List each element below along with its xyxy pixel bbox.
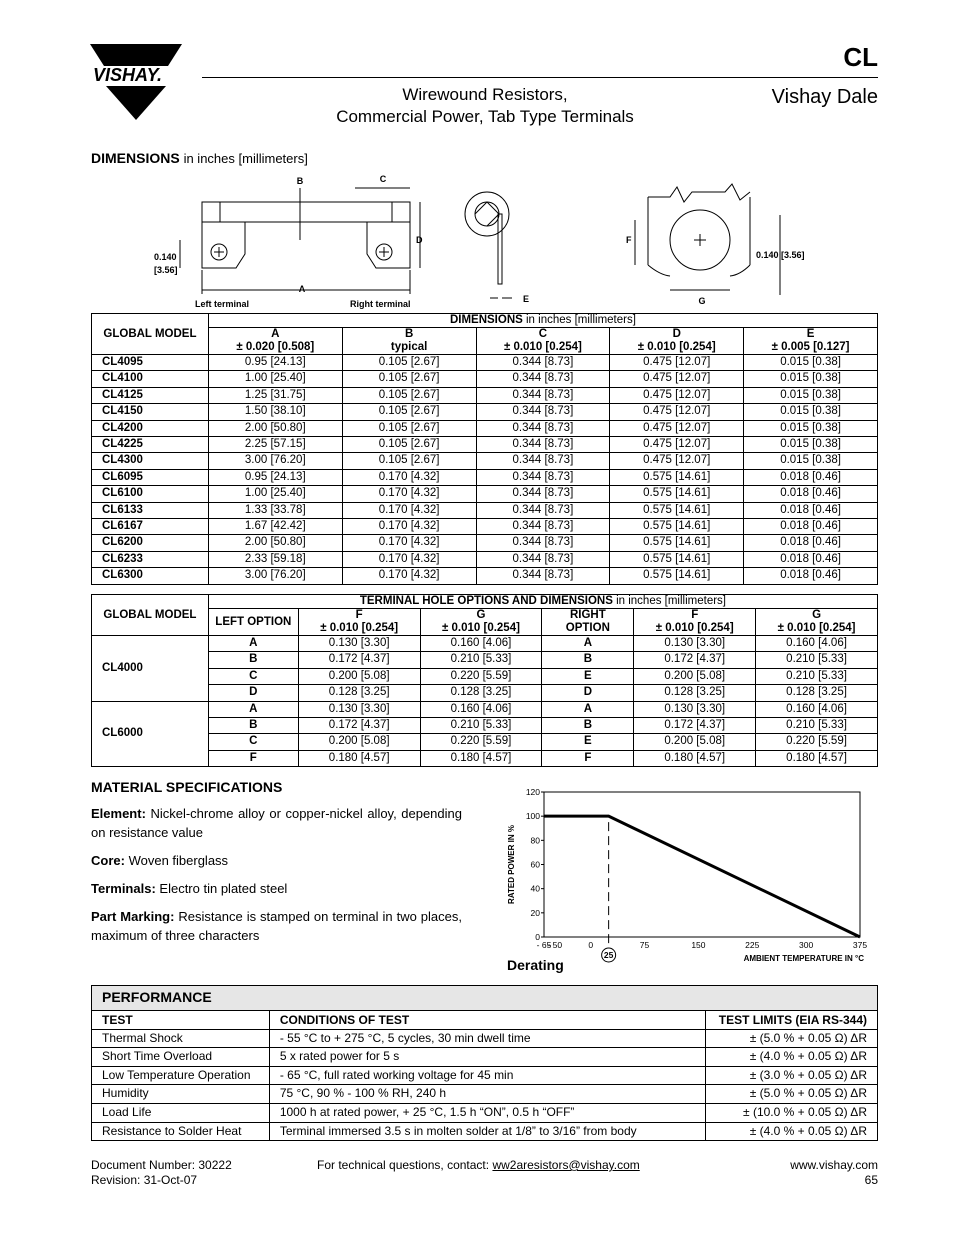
hole-dim-cell: 0.200 [5.08] — [298, 734, 420, 750]
dim-cell: 0.344 [8.73] — [476, 469, 610, 485]
dim-cell: 3.00 [76.20] — [208, 568, 342, 584]
table-row — [92, 355, 878, 371]
model-cell: CL4125 — [92, 387, 209, 403]
table-row — [92, 1122, 878, 1141]
label-b: B — [296, 176, 304, 186]
dim-cell: 0.170 [4.32] — [342, 519, 476, 535]
test-conditions: Terminal immersed 3.5 s in molten solder at 1/8” to 3/16” from body — [269, 1122, 705, 1141]
dim-cell: 0.95 [24.13] — [208, 469, 342, 485]
model-cell: CL6167 — [92, 519, 209, 535]
left-terminal-label: Left terminal — [195, 299, 250, 309]
dim-cell: 1.67 [42.42] — [208, 519, 342, 535]
table-row — [92, 486, 878, 502]
model-cell: CL6100 — [92, 486, 209, 502]
hole-dim-cell: 0.160 [4.06] — [420, 636, 542, 652]
dim-cell: 0.105 [2.67] — [342, 371, 476, 387]
table-row — [92, 387, 878, 403]
hole-dim-cell: 0.180 [4.57] — [756, 750, 878, 766]
option-cell: A — [208, 636, 298, 652]
model-cell: CL6300 — [92, 568, 209, 584]
resistor-body — [202, 202, 410, 222]
terminals-spec: Terminals: Electro tin plated steel — [91, 881, 288, 896]
g-left-header: G ± 0.010 [0.254] — [420, 609, 542, 636]
dim-cell: 0.575 [14.61] — [610, 535, 744, 551]
option-cell: A — [542, 701, 634, 717]
dim-cell: 0.105 [2.67] — [342, 355, 476, 371]
document-number: Document Number: 30222 — [91, 1158, 232, 1172]
model-cell: CL6095 — [92, 469, 209, 485]
option-cell: E — [542, 668, 634, 684]
option-cell: A — [542, 636, 634, 652]
y-tick-label: 60 — [530, 859, 540, 870]
marking-spec: Part Marking: Resistance is stamped on terminal in two places, maximum of three characters — [91, 909, 462, 943]
test-limit: ± (4.0 % + 0.05 Ω) ΔR — [706, 1122, 878, 1141]
core-spec: Core: Woven fiberglass — [91, 853, 229, 868]
table-row — [92, 535, 878, 551]
dim-cell: 0.95 [24.13] — [208, 355, 342, 371]
limits-header: TEST LIMITS (EIA RS-344) — [706, 1010, 878, 1029]
table-row — [92, 551, 878, 567]
table-row — [92, 1103, 878, 1122]
hole-dim-cell: 0.172 [4.37] — [298, 652, 420, 668]
dim-cell: 3.00 [76.20] — [208, 453, 342, 469]
label-c: C — [379, 174, 387, 184]
conditions-header: CONDITIONS OF TEST — [269, 1010, 705, 1029]
test-limit: ± (3.0 % + 0.05 Ω) ΔR — [706, 1066, 878, 1085]
dim-cell: 1.25 [31.75] — [208, 387, 342, 403]
hole-dim-cell: 0.220 [5.59] — [756, 734, 878, 750]
model-cell: CL6133 — [92, 502, 209, 518]
thickness-label-2: [3.56] — [154, 265, 178, 275]
dim-cell: 0.015 [0.38] — [744, 387, 878, 403]
thickness-label-1: 0.140 — [154, 252, 177, 262]
hole-dim-cell: 0.200 [5.08] — [298, 668, 420, 684]
document-info — [91, 1158, 232, 1188]
table-row — [92, 404, 878, 420]
y-tick-label: 80 — [530, 835, 540, 846]
page-number: 65 — [864, 1173, 878, 1187]
dim-cell: 0.105 [2.67] — [342, 404, 476, 420]
test-name: Low Temperature Operation — [92, 1066, 270, 1085]
dim-cell: 0.344 [8.73] — [476, 437, 610, 453]
model-cell: CL4150 — [92, 404, 209, 420]
dim-cell: 0.575 [14.61] — [610, 551, 744, 567]
dim-cell: 0.015 [0.38] — [744, 420, 878, 436]
hole-dim-cell: 0.130 [3.30] — [298, 636, 420, 652]
option-cell: B — [208, 652, 298, 668]
model-cell: CL4095 — [92, 355, 209, 371]
dim-cell: 0.475 [12.07] — [610, 387, 744, 403]
hole-dim-cell: 0.210 [5.33] — [420, 718, 542, 734]
label-f: F — [626, 235, 632, 245]
table-row — [92, 1066, 878, 1085]
x-tick-label: - 50 — [547, 940, 563, 950]
performance-table — [91, 985, 878, 1141]
option-cell: C — [208, 668, 298, 684]
derating-chart — [500, 780, 880, 965]
y-tick-label: 20 — [530, 907, 540, 918]
model-cell: CL4225 — [92, 437, 209, 453]
title-line-2: Commercial Power, Tab Type Terminals — [336, 107, 634, 126]
dim-cell: 0.475 [12.07] — [610, 453, 744, 469]
hole-dim-cell: 0.128 [3.25] — [634, 685, 756, 701]
dim-cell: 0.018 [0.46] — [744, 469, 878, 485]
hole-dim-cell: 0.200 [5.08] — [634, 734, 756, 750]
x-tick-label: 225 — [745, 940, 760, 950]
dim-col-header-e: E ± 0.005 [0.127] — [744, 328, 878, 355]
contact-info — [317, 1158, 640, 1173]
logo-text: VISHAY. — [93, 65, 163, 85]
hole-dim-cell: 0.180 [4.57] — [298, 750, 420, 766]
vishay-logo — [90, 44, 186, 120]
terminal-model-cell: CL6000 — [92, 701, 209, 767]
dim-cell: 0.170 [4.32] — [342, 535, 476, 551]
dim-cell: 0.170 [4.32] — [342, 486, 476, 502]
option-cell: E — [542, 734, 634, 750]
dim-cell: 0.344 [8.73] — [476, 551, 610, 567]
test-conditions: 75 °C, 90 % - 100 % RH, 240 h — [269, 1085, 705, 1104]
marker-label: 25 — [603, 950, 614, 960]
test-limit: ± (10.0 % + 0.05 Ω) ΔR — [706, 1103, 878, 1122]
table-row — [92, 502, 878, 518]
dim-cell: 0.475 [12.07] — [610, 355, 744, 371]
dim-cell: 1.33 [33.78] — [208, 502, 342, 518]
dim-cell: 0.475 [12.07] — [610, 437, 744, 453]
dim-cell: 0.475 [12.07] — [610, 371, 744, 387]
chart-title: Derating — [507, 957, 564, 973]
dimensions-group-header: DIMENSIONS in inches [millimeters] — [208, 314, 877, 328]
model-cell: CL4100 — [92, 371, 209, 387]
hole-dim-cell: 0.210 [5.33] — [756, 668, 878, 684]
test-name: Resistance to Solder Heat — [92, 1122, 270, 1141]
dim-cell: 2.25 [57.15] — [208, 437, 342, 453]
table-row — [92, 734, 878, 750]
option-cell: D — [542, 685, 634, 701]
x-tick-label: 0 — [588, 940, 594, 950]
contact-prefix: For technical questions, contact: — [317, 1158, 490, 1172]
dim-cell: 0.344 [8.73] — [476, 355, 610, 371]
y-tick-label: 120 — [525, 787, 540, 797]
material-title: MATERIAL SPECIFICATIONS — [91, 779, 283, 795]
table-row — [92, 750, 878, 766]
table-row — [92, 519, 878, 535]
model-header: GLOBAL MODEL — [92, 314, 209, 355]
dim-cell: 0.170 [4.32] — [342, 551, 476, 567]
terminal-group-header: TERMINAL HOLE OPTIONS AND DIMENSIONS in inches [millimeters] — [208, 595, 877, 609]
dim-cell: 0.105 [2.67] — [342, 453, 476, 469]
dim-cell: 0.018 [0.46] — [744, 535, 878, 551]
page-title — [300, 84, 670, 128]
hole-dim-cell: 0.160 [4.06] — [420, 701, 542, 717]
hole-dim-cell: 0.130 [3.30] — [634, 636, 756, 652]
hole-dim-cell: 0.160 [4.06] — [756, 701, 878, 717]
revision: Revision: 31-Oct-07 — [91, 1173, 198, 1187]
table-row — [92, 718, 878, 734]
option-cell: F — [542, 750, 634, 766]
x-tick-label: 150 — [691, 940, 706, 950]
dim-cell: 0.475 [12.07] — [610, 404, 744, 420]
x-tick-label: 75 — [639, 940, 650, 950]
derating-line — [544, 816, 860, 937]
terminal-hole-table — [91, 594, 878, 767]
brand-name: Vishay Dale — [771, 86, 878, 108]
dimensions-title — [91, 150, 308, 166]
test-conditions: 5 x rated power for 5 s — [269, 1048, 705, 1067]
dim-cell: 0.105 [2.67] — [342, 437, 476, 453]
model-cell: CL4300 — [92, 453, 209, 469]
hole-dim-cell: 0.210 [5.33] — [756, 718, 878, 734]
table-row — [92, 636, 878, 652]
hole-dim-cell: 0.220 [5.59] — [420, 734, 542, 750]
test-conditions: - 55 °C to + 275 °C, 5 cycles, 30 min dwell time — [269, 1029, 705, 1048]
model-cell: CL6200 — [92, 535, 209, 551]
test-conditions: - 65 °C, full rated working voltage for 45 min — [269, 1066, 705, 1085]
option-cell: D — [208, 685, 298, 701]
website: www.vishay.com — [790, 1158, 878, 1172]
test-name: Load Life — [92, 1103, 270, 1122]
end-view — [465, 192, 512, 298]
test-limit: ± (5.0 % + 0.05 Ω) ΔR — [706, 1029, 878, 1048]
model-cell: CL4200 — [92, 420, 209, 436]
dim-cell: 0.170 [4.32] — [342, 568, 476, 584]
dim-cell: 0.015 [0.38] — [744, 453, 878, 469]
table-row — [92, 652, 878, 668]
f-left-header: F ± 0.010 [0.254] — [298, 609, 420, 636]
test-limit: ± (4.0 % + 0.05 Ω) ΔR — [706, 1048, 878, 1067]
terminal-detail — [635, 184, 780, 295]
dim-cell: 0.015 [0.38] — [744, 404, 878, 420]
dim-col-header-b: B typical — [342, 328, 476, 355]
table-row — [92, 1048, 878, 1067]
dim-cell: 0.575 [14.61] — [610, 469, 744, 485]
dim-cell: 0.344 [8.73] — [476, 519, 610, 535]
dimensions-units: in inches [millimeters] — [183, 151, 308, 166]
dim-cell: 0.018 [0.46] — [744, 502, 878, 518]
title-line-1: Wirewound Resistors, — [402, 85, 568, 104]
test-name: Short Time Overload — [92, 1048, 270, 1067]
dim-cell: 0.575 [14.61] — [610, 486, 744, 502]
f-right-header: F ± 0.010 [0.254] — [634, 609, 756, 636]
hole-dim-cell: 0.160 [4.06] — [756, 636, 878, 652]
x-tick-label: 300 — [799, 940, 814, 950]
dim-cell: 0.575 [14.61] — [610, 519, 744, 535]
dim-cell: 0.015 [0.38] — [744, 371, 878, 387]
test-limit: ± (5.0 % + 0.05 Ω) ΔR — [706, 1085, 878, 1104]
dim-cell: 1.00 [25.40] — [208, 486, 342, 502]
dim-cell: 0.018 [0.46] — [744, 551, 878, 567]
dim-cell: 1.00 [25.40] — [208, 371, 342, 387]
dim-cell: 0.015 [0.38] — [744, 437, 878, 453]
dimensions-heading: DIMENSIONS — [91, 150, 180, 166]
x-tick-label: - 65 — [536, 940, 552, 950]
hole-dim-cell: 0.130 [3.30] — [634, 701, 756, 717]
dim-cell: 0.018 [0.46] — [744, 486, 878, 502]
table-row — [92, 701, 878, 717]
test-conditions: 1000 h at rated power, + 25 °C, 1.5 h “ON”, 0.5 h “OFF” — [269, 1103, 705, 1122]
table-row — [92, 685, 878, 701]
hole-dim-cell: 0.180 [4.57] — [634, 750, 756, 766]
dim-cell: 0.344 [8.73] — [476, 568, 610, 584]
table-row — [92, 1029, 878, 1048]
dim-cell: 0.344 [8.73] — [476, 453, 610, 469]
hole-dim-cell: 0.210 [5.33] — [420, 652, 542, 668]
dim-col-header-d: D ± 0.010 [0.254] — [610, 328, 744, 355]
terminal-model-header: GLOBAL MODEL — [92, 595, 209, 636]
model-cell: CL6233 — [92, 551, 209, 567]
site-info — [700, 1158, 878, 1188]
y-tick-label: 40 — [530, 883, 540, 894]
hole-dim-cell: 0.180 [4.57] — [420, 750, 542, 766]
label-d: D — [416, 235, 423, 245]
dim-col-header-a: A ± 0.020 [0.508] — [208, 328, 342, 355]
y-tick-label: 0 — [535, 932, 540, 942]
hole-dim-cell: 0.210 [5.33] — [756, 652, 878, 668]
hole-dim-cell: 0.220 [5.59] — [420, 668, 542, 684]
x-axis-label: AMBIENT TEMPERATURE IN °C — [743, 954, 864, 963]
option-cell: B — [542, 718, 634, 734]
table-row — [92, 469, 878, 485]
dim-cell: 0.018 [0.46] — [744, 568, 878, 584]
label-a: A — [298, 284, 306, 294]
hole-dim-cell: 0.128 [3.25] — [298, 685, 420, 701]
test-header: TEST — [92, 1010, 270, 1029]
dim-cell: 0.105 [2.67] — [342, 420, 476, 436]
dim-cell: 0.344 [8.73] — [476, 404, 610, 420]
performance-title: PERFORMANCE — [92, 986, 878, 1011]
table-row — [92, 420, 878, 436]
option-cell: F — [208, 750, 298, 766]
dim-cell: 0.575 [14.61] — [610, 568, 744, 584]
label-e: E — [523, 294, 530, 304]
dim-cell: 0.344 [8.73] — [476, 502, 610, 518]
option-cell: A — [208, 701, 298, 717]
hole-dim-cell: 0.200 [5.08] — [634, 668, 756, 684]
table-row — [92, 453, 878, 469]
option-cell: B — [542, 652, 634, 668]
header-rule — [202, 77, 878, 78]
dim-cell: 0.105 [2.67] — [342, 387, 476, 403]
hole-dim-cell: 0.130 [3.30] — [298, 701, 420, 717]
dim-cell: 0.344 [8.73] — [476, 420, 610, 436]
dim-cell: 0.170 [4.32] — [342, 502, 476, 518]
x-tick-label: 375 — [852, 940, 868, 950]
table-row — [92, 371, 878, 387]
dim-cell: 1.50 [38.10] — [208, 404, 342, 420]
dim-cell: 0.344 [8.73] — [476, 535, 610, 551]
dim-cell: 2.33 [59.18] — [208, 551, 342, 567]
right-dimension-label: 0.140 [3.56] — [756, 250, 805, 260]
product-code: CL — [843, 42, 878, 72]
terminal-model-cell: CL4000 — [92, 636, 209, 702]
label-g: G — [698, 296, 706, 306]
dim-cell: 0.475 [12.07] — [610, 420, 744, 436]
right-option-header: RIGHT OPTION — [542, 609, 634, 636]
g-right-header: G ± 0.010 [0.254] — [756, 609, 878, 636]
hole-dim-cell: 0.172 [4.37] — [634, 652, 756, 668]
y-axis-label: RATED POWER IN % — [507, 825, 516, 904]
option-cell: B — [208, 718, 298, 734]
dim-cell: 0.344 [8.73] — [476, 371, 610, 387]
y-tick-label: 100 — [525, 811, 540, 822]
dim-cell: 0.018 [0.46] — [744, 519, 878, 535]
dim-cell: 2.00 [50.80] — [208, 420, 342, 436]
table-row — [92, 437, 878, 453]
table-row — [92, 668, 878, 684]
test-name: Thermal Shock — [92, 1029, 270, 1048]
dim-cell: 0.575 [14.61] — [610, 502, 744, 518]
hole-dim-cell: 0.172 [4.37] — [634, 718, 756, 734]
dimensions-table — [91, 313, 878, 585]
table-row — [92, 1085, 878, 1104]
option-cell: C — [208, 734, 298, 750]
hole-dim-cell: 0.128 [3.25] — [756, 685, 878, 701]
hole-dim-cell: 0.172 [4.37] — [298, 718, 420, 734]
dim-cell: 0.170 [4.32] — [342, 469, 476, 485]
contact-email-link[interactable]: ww2aresistors@vishay.com — [492, 1158, 640, 1172]
dim-cell: 0.015 [0.38] — [744, 355, 878, 371]
dim-cell: 2.00 [50.80] — [208, 535, 342, 551]
test-name: Humidity — [92, 1085, 270, 1104]
element-spec: Element: Nickel-chrome alloy or copper-nickel alloy, depending on resistance value — [91, 806, 462, 840]
dim-col-header-c: C ± 0.010 [0.254] — [476, 328, 610, 355]
dim-cell: 0.344 [8.73] — [476, 486, 610, 502]
right-terminal-label: Right terminal — [350, 299, 411, 309]
left-option-header: LEFT OPTION — [208, 609, 298, 636]
dimension-drawing — [150, 170, 830, 310]
hole-dim-cell: 0.128 [3.25] — [420, 685, 542, 701]
table-row — [92, 568, 878, 584]
dim-cell: 0.344 [8.73] — [476, 387, 610, 403]
